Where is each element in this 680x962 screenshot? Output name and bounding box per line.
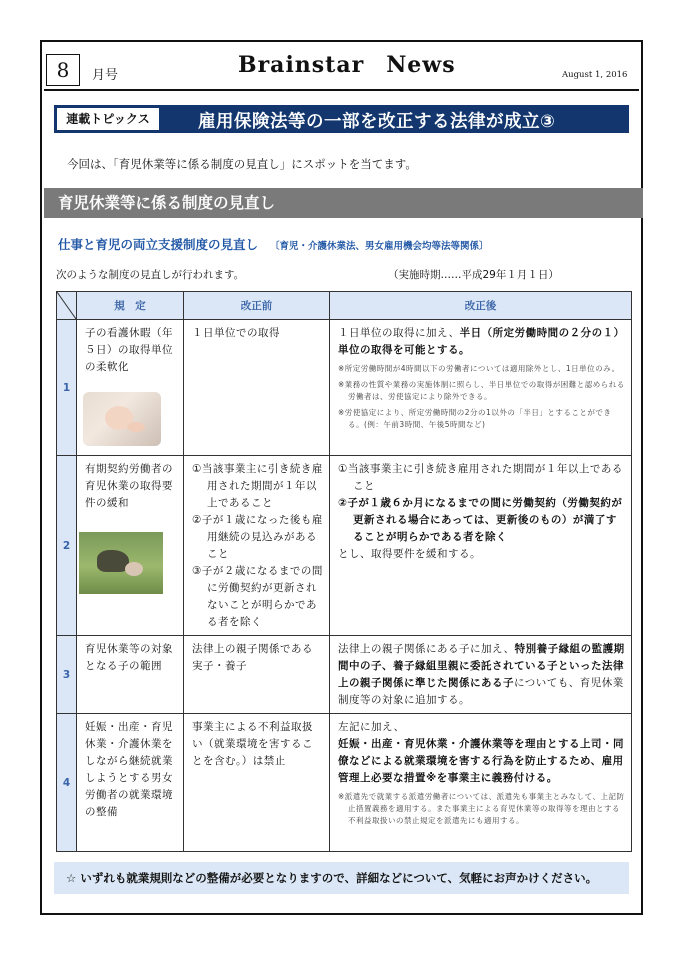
- table-row: [57, 636, 632, 714]
- effective-period: （実施時期……平成29年１月１日）: [388, 269, 559, 281]
- before-item: ②子が１歳になった後も雇用継続の見込みがあること: [192, 514, 323, 560]
- brand-word-2: News: [386, 52, 456, 78]
- after-cell: [330, 456, 632, 636]
- sub-heading-title: 仕事と育児の両立支援制度の見直し: [58, 237, 259, 252]
- section-title: 育児休業等に係る制度の見直し: [44, 188, 643, 218]
- baby-photo: [83, 392, 161, 446]
- before-text: 事業主による不利益取扱い（就業環境を害することを含む。）は禁止: [192, 721, 313, 767]
- after-plain: １日単位の取得に加え、: [338, 327, 460, 339]
- table-row: [57, 714, 632, 852]
- issue-number-box: 8: [46, 54, 80, 86]
- after-note: ※業務の性質や業務の実施体制に照らし、半日単位での取得が困難と認められる労働者は、労使協定により除外できる。: [338, 380, 625, 401]
- lead-text: 次のような制度の見直しが行われます。: [56, 269, 245, 281]
- row-number: 2: [57, 456, 77, 636]
- after-note: ※派遣先で就業する派遣労働者については、派遣先も事業主とみなして、上記防止措置義務を適用する。また事業主による育児休業等の取得等を理由とする不利益取扱いの禁止規定を派遣先にも適用する。: [338, 792, 625, 825]
- column-header-before: 改正前: [184, 292, 330, 320]
- issue-unit: 月号: [92, 68, 119, 83]
- after-bold: 妊娠・出産・育児休業・介護休業等を理由とする上司・同僚などによる就業環境を害する行為を防止するため、雇用管理上必要な措置※を事業主に義務付ける。: [338, 738, 624, 784]
- after-cell: [330, 320, 632, 456]
- after-tail: とし、取得要件を緩和する。: [338, 548, 481, 560]
- before-cell: [184, 714, 330, 852]
- table-row: [57, 456, 632, 636]
- diagonal-line: [57, 292, 76, 319]
- rule-text: 子の看護休暇（年５日）の取得単位の柔軟化: [85, 327, 173, 373]
- after-cell: [330, 714, 632, 852]
- intro-text: 今回は、「育児休業等に係る制度の見直し」にスポットを当てます。: [67, 157, 417, 171]
- row-number: 4: [57, 714, 77, 852]
- issue-date: August 1, 2016: [562, 70, 628, 80]
- rule-text: 育児休業等の対象となる子の範囲: [85, 643, 173, 672]
- after-text: [330, 320, 631, 435]
- after-item: ①当該事業主に引き続き雇用された期間が１年以上であること: [338, 463, 623, 492]
- rule-cell: [77, 320, 184, 456]
- column-header-rule: 規 定: [77, 292, 184, 320]
- row-number: 1: [57, 320, 77, 456]
- rule-cell: [77, 714, 184, 852]
- after-text: [330, 714, 631, 831]
- after-item-bold: ②子が１歳６か月になるまでの間に労働契約（労働契約が更新される場合にあっては、更新後のもの）が満了することが明らかである者を除く: [338, 497, 623, 543]
- after-plain: 左記に加え、: [338, 721, 405, 733]
- after-bold: 特別養子縁組の監護期間中の子、養子縁組里親に委託されている子といった法律上の親子関係に準じた関係にある子: [338, 643, 625, 689]
- after-note: ※労使協定により、所定労働時間の2分の1以外の「半日」とすることができる。(例：午前3時間、午後5時間など): [338, 408, 612, 429]
- before-cell: [184, 320, 330, 456]
- brand-word-1: Brainstar: [238, 52, 365, 78]
- after-bold: 半日（所定労働時間の２分の１）単位の取得を可能とする。: [338, 327, 625, 356]
- rule-cell: [77, 456, 184, 636]
- rule-text: 妊娠・出産・育児休業・介護休業をしながら継続就業しようとする男女労働者の就業環境の整備: [85, 721, 173, 818]
- table-row: [57, 320, 632, 456]
- after-plain: 法律上の親子関係にある子に加え、: [338, 643, 515, 655]
- table-corner-cell: [57, 292, 77, 320]
- parent-child-photo: [79, 532, 163, 594]
- before-cell: [184, 456, 330, 636]
- after-text: [330, 636, 631, 713]
- footer-note: ☆ いずれも就業規則などの整備が必要となりますので、詳細などについて、気軽にお声かけください。: [54, 862, 629, 894]
- before-item: ①当該事業主に引き続き雇用された期間が１年以上であること: [192, 463, 323, 509]
- column-header-after: 改正後: [330, 292, 632, 320]
- sub-heading: [58, 234, 489, 253]
- sub-heading-law: 〔育児・介護休業法、男女雇用機会均等法等関係〕: [270, 241, 489, 252]
- table-header-row: [57, 292, 632, 320]
- row-number: 3: [57, 636, 77, 714]
- before-text: １日単位での取得: [192, 327, 280, 339]
- topic-tag: 連載トピックス: [56, 107, 160, 131]
- after-plain: についても、育児休業制度等の対象に追加する。: [338, 677, 624, 706]
- after-cell: [330, 636, 632, 714]
- rule-text: 有期契約労働者の育児休業の取得要件の緩和: [85, 463, 173, 509]
- revision-table: [56, 291, 632, 852]
- before-text: 法律上の親子関係である実子・養子: [192, 643, 313, 672]
- topic-title: 雇用保険法等の一部を改正する法律が成立③: [198, 112, 556, 132]
- before-cell: [184, 636, 330, 714]
- newsletter-brand: [238, 52, 456, 78]
- rule-cell: [77, 636, 184, 714]
- after-note: ※所定労働時間が4時間以下の労働者については適用除外とし、1日単位のみ。: [338, 364, 620, 373]
- before-item: ③子が２歳になるまでの間に労働契約が更新されないことが明らかである者を除く: [192, 565, 323, 628]
- header-rule: [44, 89, 639, 91]
